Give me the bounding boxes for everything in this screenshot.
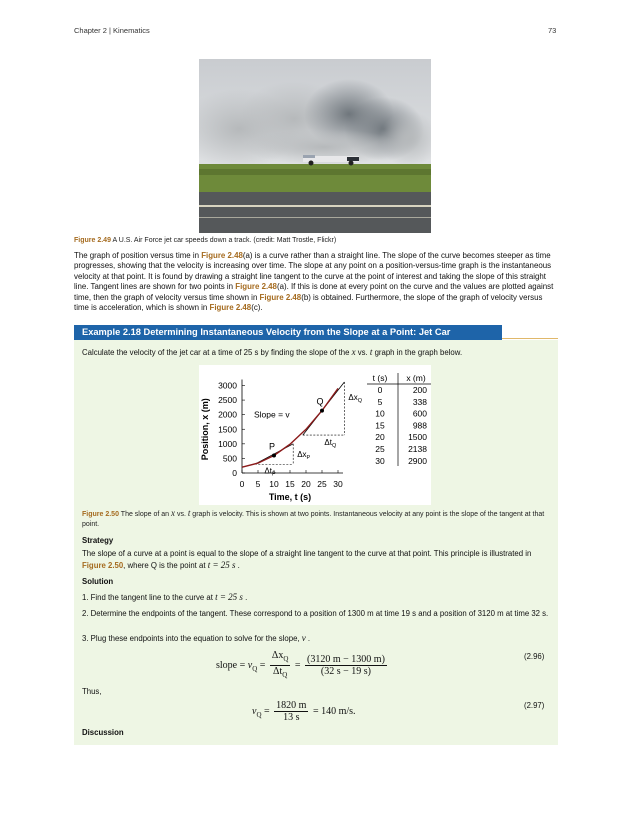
example-title-rule bbox=[502, 338, 558, 339]
table-cell: 0 bbox=[377, 385, 383, 395]
fraction: $\frac{(3120 m - 1300 m)}{(32 s - 19 s)}$ bbox=[307, 654, 385, 677]
strategy-heading: Strategy bbox=[82, 536, 114, 545]
equation-number: (2.97) bbox=[524, 701, 545, 710]
equation-2-97: $v_Q$ = $\frac{1820 m}{13 s}$ = 140 m/s. bbox=[252, 700, 356, 723]
table-cell: 1500 bbox=[408, 432, 427, 443]
point-label: Q bbox=[316, 396, 324, 407]
fraction: $\frac{1820 m}{13 s}$ bbox=[276, 700, 307, 723]
discussion-heading: Discussion bbox=[82, 728, 124, 737]
step-1: 1. Find the tangent line to the curve at t = 25 s . bbox=[82, 592, 248, 602]
table-cell: 25 bbox=[375, 444, 385, 454]
y-tick-label: 2500 bbox=[218, 395, 237, 406]
x-tick-label: 5 bbox=[255, 479, 261, 489]
figure-link[interactable]: Figure 2.48 bbox=[201, 251, 243, 260]
figure-link[interactable]: Figure 2.48 bbox=[209, 303, 252, 313]
table-header: t (s) bbox=[372, 373, 388, 383]
figure-link[interactable]: Figure 2.48 bbox=[235, 282, 277, 292]
delta-t-q-label: $\Delta t_Q$ bbox=[324, 438, 337, 450]
strategy-text: The slope of a curve at a point is equal to the slope of a straight line tangent to the curve at that point. This principle is illustrated in Figure 2.50, where Q is the point at t = 25 s . bbox=[82, 549, 532, 570]
x-axis-label: Time, t (s) bbox=[268, 492, 312, 502]
solution-heading: Solution bbox=[82, 577, 114, 586]
y-tick-label: 500 bbox=[222, 453, 237, 464]
table-cell: 5 bbox=[377, 396, 383, 407]
intro-paragraph: The graph of position versus time in Figure 2.48(a) is a curve rather than a straight line. The slope of the curve becomes steeper as time progresses, showing that the velocity is increasing over time. The slope at any point on a position-versus-time graph is the instantaneous velocity at that point. It is found by drawing a straight line tangent to the curve at the point of interest and taking the slope of this straight line. Tangent lines are shown for two points in Figure 2.48(a). If this is done at every point on the curve and the values are plotted against time, then the graph of velocity versus time shown in Figure 2.48(b) is obtained. Furthermore, the slope of the graph of velocity versus time is acceleration, which is shown in Figure 2.48(c). bbox=[74, 251, 554, 313]
x-tick-label: 30 bbox=[333, 479, 343, 489]
table-cell: 600 bbox=[412, 408, 427, 419]
equation-2-96: slope = $v_Q$ = $\frac{\Delta x_Q}{\Delta t_Q}$ = $\frac{(3120 m - 1300 m)}{(32 s - 19 s)}$ bbox=[216, 650, 385, 679]
caption-text: A U.S. Air Force jet car speeds down a track. (credit: Matt Trostle, Flickr) bbox=[112, 237, 337, 244]
x-tick-label: 15 bbox=[285, 479, 295, 489]
figure-label: Figure 2.49 bbox=[74, 237, 111, 244]
table-cell: 15 bbox=[375, 420, 385, 431]
y-tick-label: 1000 bbox=[218, 438, 237, 449]
fraction: $\frac{\Delta x_Q}{\Delta t_Q}$ bbox=[271, 650, 289, 679]
equation-number: (2.96) bbox=[524, 652, 545, 661]
running-header: Chapter 2 | Kinematics bbox=[74, 26, 150, 35]
x-tick-label: 10 bbox=[269, 479, 279, 489]
figure-2-50-caption: Figure 2.50 The slope of an x vs. t graph is velocity. This is shown at two points. Instantaneous velocity at any point is the slope of the tangent at that point. bbox=[82, 508, 545, 528]
table-header: x (m) bbox=[406, 373, 426, 383]
y-tick-label: 2000 bbox=[218, 409, 237, 420]
example-question: Calculate the velocity of the jet car at a time of 25 s by finding the slope of the x vs. t graph in the graph below. bbox=[82, 347, 463, 357]
point-p bbox=[272, 454, 276, 458]
y-tick-label: 3000 bbox=[218, 380, 237, 391]
position-time-graph bbox=[199, 365, 431, 505]
delta-x-q-label: $\Delta x_Q$ bbox=[348, 393, 363, 405]
chart-svg bbox=[199, 365, 431, 505]
figure-label: Figure 2.50 bbox=[82, 511, 119, 518]
example-title: Example 2.18 Determining Instantaneous Velocity from the Slope at a Point: Jet Car bbox=[74, 325, 502, 340]
step-3: 3. Plug these endpoints into the equation to solve for the slope, v . bbox=[82, 633, 311, 643]
table-cell: 20 bbox=[375, 432, 385, 443]
figure-2-49-caption bbox=[74, 236, 336, 246]
position-curve bbox=[242, 388, 338, 467]
table-cell: 2900 bbox=[408, 455, 427, 466]
table-cell: 10 bbox=[375, 408, 385, 419]
step-2: 2. Determine the endpoints of the tangent. These correspond to a position of 1300 m at time 19 s and a position of 3120 m at time 32 s. bbox=[82, 609, 549, 618]
table-cell: 200 bbox=[412, 385, 427, 395]
delta-x-p-label: $\Delta x_P$ bbox=[297, 450, 311, 462]
table-cell: 338 bbox=[412, 396, 427, 407]
figure-link[interactable]: Figure 2.50 bbox=[82, 560, 124, 570]
x-tick-label: 0 bbox=[239, 479, 245, 489]
table-cell: 30 bbox=[375, 455, 385, 466]
x-tick-label: 25 bbox=[317, 479, 327, 489]
table-cell: 988 bbox=[412, 420, 427, 431]
figure-link[interactable]: Figure 2.48 bbox=[259, 292, 302, 302]
y-tick-label: 0 bbox=[232, 468, 237, 478]
table-cell: 2138 bbox=[408, 444, 427, 454]
slope-label: Slope = v bbox=[254, 409, 290, 420]
thus-text: Thus, bbox=[82, 687, 102, 696]
point-label: P bbox=[268, 441, 276, 452]
point-q bbox=[320, 409, 324, 413]
delta-t-p-label: $\Delta t_P$ bbox=[264, 466, 276, 478]
jet-car-photo bbox=[199, 59, 431, 233]
x-tick-label: 20 bbox=[301, 479, 311, 489]
page-number: 73 bbox=[548, 26, 557, 35]
y-tick-label: 1500 bbox=[218, 424, 237, 435]
y-axis-label: Position, x (m) bbox=[200, 398, 210, 461]
